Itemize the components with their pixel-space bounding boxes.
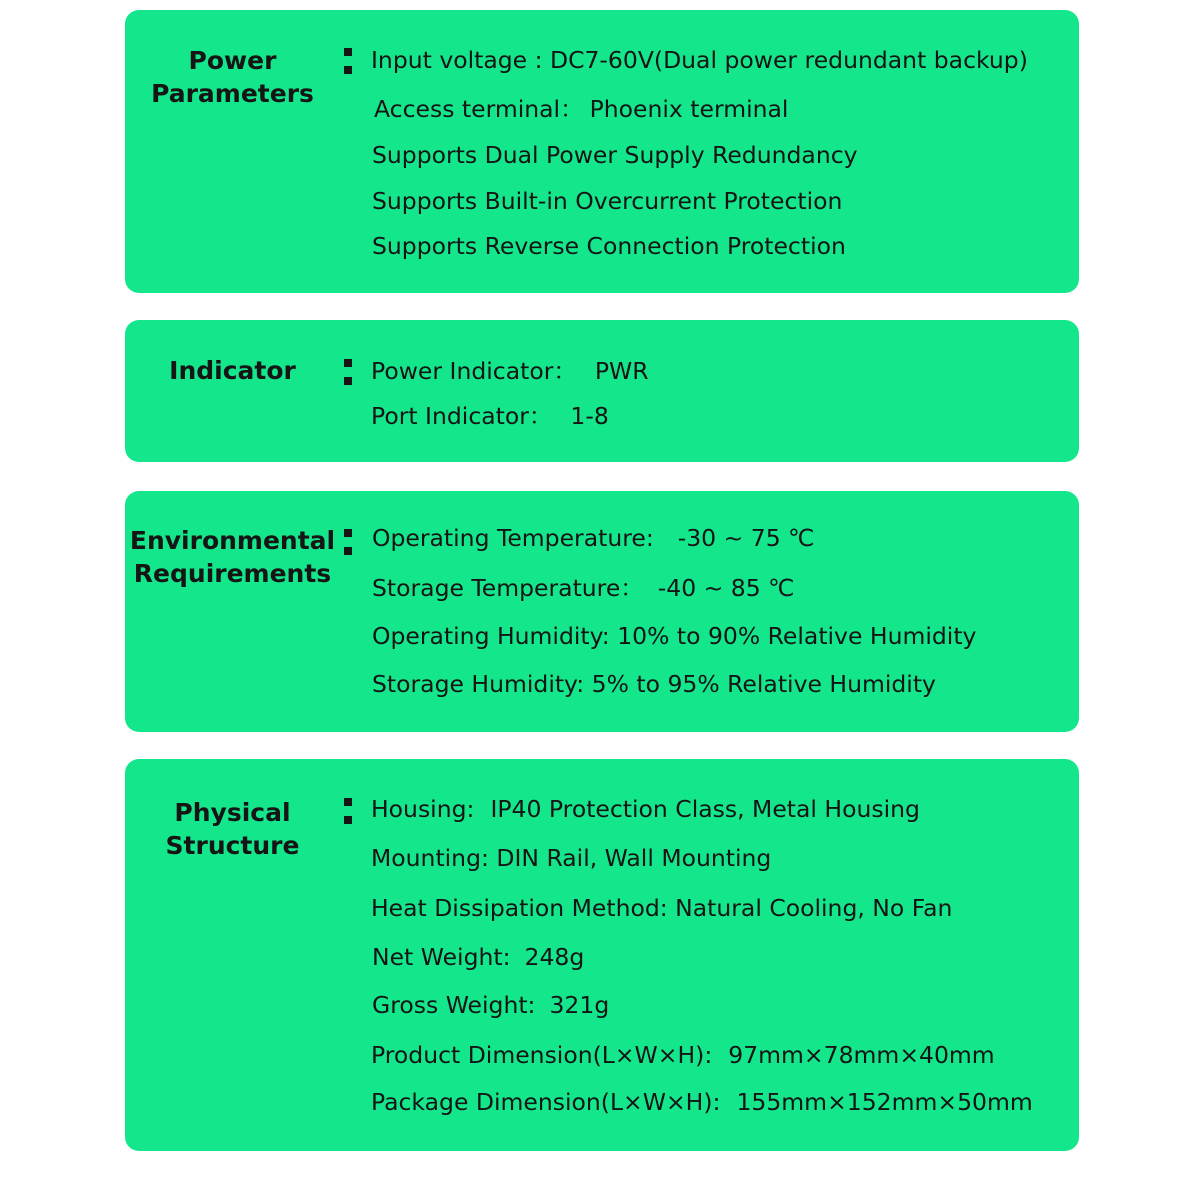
spec-value: PWR <box>594 357 649 385</box>
spec-label: Product Dimension(L×W×H): <box>371 1041 713 1069</box>
spec-row <box>372 523 815 553</box>
spec-row <box>372 621 976 651</box>
spec-value: 321g <box>549 991 610 1019</box>
spec-row <box>371 843 771 873</box>
spec-label: Power Indicator： <box>371 357 577 385</box>
spec-text: Supports Reverse Connection Protection <box>372 232 846 260</box>
spec-label: Storage Temperature： <box>372 574 644 602</box>
spec-row <box>371 356 649 386</box>
spec-row <box>371 893 952 923</box>
spec-value: -30 ~ 75 ℃ <box>677 524 815 552</box>
colon-separator <box>344 357 352 387</box>
spec-row <box>372 942 584 972</box>
spec-label: Port Indicator： <box>371 402 553 430</box>
spec-text: Storage Humidity: 5% to 95% Relative Humidity <box>372 670 936 698</box>
spec-label: Access terminal： <box>374 95 584 123</box>
spec-value: 155mm×152mm×50mm <box>736 1088 1033 1116</box>
spec-text: Operating Humidity: 10% to 90% Relative Humidity <box>372 622 977 650</box>
section-title <box>125 354 340 387</box>
section-title-line: Requirements <box>133 559 332 588</box>
section-title <box>125 796 340 862</box>
spec-row <box>374 94 788 124</box>
spec-row <box>371 1087 1033 1117</box>
spec-row <box>371 401 609 431</box>
spec-value: 97mm×78mm×40mm <box>728 1041 995 1069</box>
spec-label: Package Dimension(L×W×H): <box>371 1088 721 1116</box>
spec-value: IP40 Protection Class, Metal Housing <box>490 795 920 823</box>
spec-text: Supports Dual Power Supply Redundancy <box>372 141 858 169</box>
spec-text: Input voltage : DC7-60V(Dual power redundant backup) <box>371 46 1028 74</box>
spec-label: Net Weight: <box>372 943 511 971</box>
spec-row <box>371 1040 995 1070</box>
colon-separator <box>344 796 352 826</box>
spec-value: 1-8 <box>570 402 609 430</box>
section-title <box>125 524 340 590</box>
spec-value: 248g <box>524 943 585 971</box>
spec-row <box>372 990 609 1020</box>
spec-row <box>372 669 936 699</box>
spec-row <box>372 140 858 170</box>
spec-row <box>372 186 842 216</box>
colon-separator <box>344 46 352 76</box>
spec-label: Operating Temperature: <box>372 524 654 552</box>
colon-separator <box>344 527 352 557</box>
environmental-requirements-card <box>125 491 1079 732</box>
physical-structure-card <box>125 759 1079 1151</box>
spec-text: Supports Built-in Overcurrent Protection <box>372 187 843 215</box>
spec-value: -40 ~ 85 ℃ <box>657 574 795 602</box>
spec-text: Mounting: DIN Rail, Wall Mounting <box>371 844 772 872</box>
indicator-card <box>125 320 1079 462</box>
section-title-line: Physical <box>174 798 291 827</box>
spec-row <box>371 45 1028 75</box>
spec-row <box>372 573 795 603</box>
spec-label: Gross Weight: <box>372 991 536 1019</box>
section-title <box>125 44 340 110</box>
section-title-line: Parameters <box>151 79 314 108</box>
spec-value: Phoenix terminal <box>589 95 789 123</box>
section-title-line: Power <box>188 46 277 75</box>
section-title-line: Structure <box>165 831 300 860</box>
power-parameters-card <box>125 10 1079 293</box>
spec-row <box>372 231 846 261</box>
spec-text: Heat Dissipation Method: Natural Cooling, No Fan <box>371 894 953 922</box>
section-title-line: Indicator <box>169 356 296 385</box>
spec-label: Housing: <box>371 795 475 823</box>
section-title-line: Environmental <box>129 526 336 555</box>
spec-row <box>371 794 920 824</box>
